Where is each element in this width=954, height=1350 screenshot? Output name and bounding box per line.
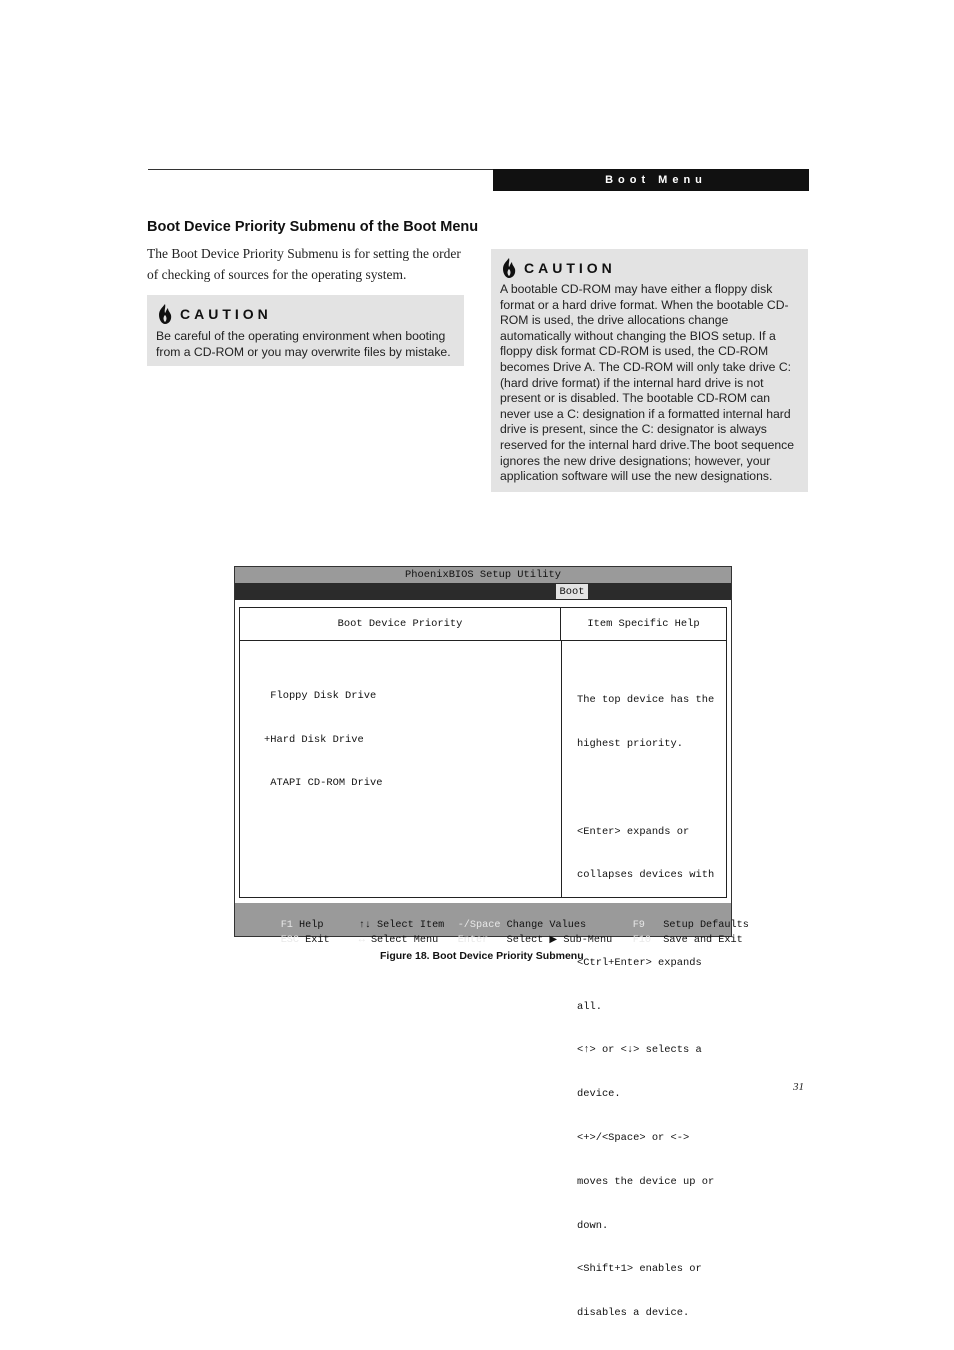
key-action: Change Values — [506, 920, 587, 931]
section-header-bar — [493, 169, 809, 191]
caution-box-right — [491, 249, 808, 492]
caution-flame-icon — [156, 303, 174, 325]
up-down-arrows-icon: ↑↓ — [358, 920, 371, 931]
bios-menu-bar — [235, 583, 731, 600]
intro-paragraph: The Boot Device Priority Submenu is for setting the order of checking of sources for the operating system. — [147, 246, 461, 282]
key-action: Setup Defaults — [663, 920, 749, 931]
caution-title: CAUTION — [180, 306, 272, 322]
boot-device-list — [264, 660, 382, 820]
left-right-arrows-icon: ↔ — [358, 935, 365, 946]
help-line: <Enter> expands or — [577, 825, 690, 838]
caution-title: CAUTION — [524, 260, 616, 276]
help-line: <↑> or <↓> selects a — [577, 1044, 702, 1057]
help-line — [577, 781, 722, 796]
key-esc-exit[interactable] — [244, 920, 330, 962]
help-line: highest priority. — [577, 737, 684, 750]
device-floppy-disk-drive[interactable]: Floppy Disk Drive — [264, 690, 377, 702]
caution-header — [500, 256, 799, 280]
page-number: 31 — [793, 1081, 804, 1093]
item-specific-help-header: Item Specific Help — [561, 608, 726, 641]
bios-title: PhoenixBIOS Setup Utility — [405, 569, 561, 581]
key-label: Enter — [457, 935, 489, 946]
panel-divider — [561, 641, 562, 897]
caution-box-left — [147, 295, 464, 366]
header-rule — [148, 169, 493, 170]
figure-caption: Figure 18. Boot Device Priority Submenu — [380, 950, 584, 962]
key-action: Select ▶ Sub-Menu — [506, 935, 613, 946]
help-line: <Ctrl+Enter> expands — [577, 956, 702, 969]
help-line: collapses devices with — [577, 869, 715, 882]
help-line: moves the device up or — [577, 1175, 715, 1188]
help-line: device. — [577, 1088, 621, 1101]
help-line: all. — [577, 1000, 602, 1013]
boot-device-priority-header: Boot Device Priority — [240, 608, 561, 641]
section-header-label: Boot Menu — [605, 174, 707, 186]
item-help-text — [577, 664, 722, 1350]
caution-text: A bootable CD-ROM may have either a floppy disk format or a hard drive format. When the bootable CD-ROM is used, the drive allocations change automatically without changing the BIOS setup. If a floppy disk format CD-ROM is used, the CD-ROM becomes Drive A. The CD-ROM will only take drive C: (hard drive format) if the internal hard drive is not present or is disabled. The bootable CD-ROM can never use a C: designation if a formatted internal hard drive is present, since the C: designator is always reserved for the internal hard drive.The boot sequence ignores the new drive designations; however, your application software will use the new designations. — [500, 282, 795, 484]
device-atapi-cdrom-drive[interactable]: ATAPI CD-ROM Drive — [264, 777, 383, 789]
key-label: F9 — [632, 920, 645, 931]
key-label: -/Space — [457, 920, 501, 931]
key-action: Help — [299, 920, 324, 931]
key-action: Save and Exit — [663, 935, 743, 946]
key-label: F1 — [280, 920, 293, 931]
key-action: Exit — [305, 935, 330, 946]
help-line: <Shift+1> enables or — [577, 1263, 702, 1276]
caution-header — [156, 302, 455, 326]
key-label: F10 — [632, 935, 652, 946]
help-line: disables a device. — [577, 1307, 690, 1320]
help-line: The top device has the — [577, 694, 715, 707]
help-line: down. — [577, 1219, 609, 1232]
caution-flame-icon — [500, 257, 518, 279]
bios-key-legend — [235, 903, 749, 946]
bios-title-bar — [235, 567, 731, 583]
key-action: Select Menu — [370, 935, 439, 946]
help-line: <+>/<Space> or <-> — [577, 1132, 690, 1144]
key-action: Select Item — [377, 920, 445, 931]
key-label: ESC — [280, 935, 300, 946]
caution-text: Be careful of the operating environment when booting from a CD-ROM or you may overwrite files by mistake. — [156, 329, 451, 359]
key-f10-save-exit[interactable] — [596, 920, 743, 962]
tab-boot[interactable]: Boot — [556, 584, 588, 599]
device-hard-disk-drive[interactable]: +Hard Disk Drive — [264, 733, 364, 746]
page-heading: Boot Device Priority Submenu of the Boot Menu — [147, 219, 479, 235]
